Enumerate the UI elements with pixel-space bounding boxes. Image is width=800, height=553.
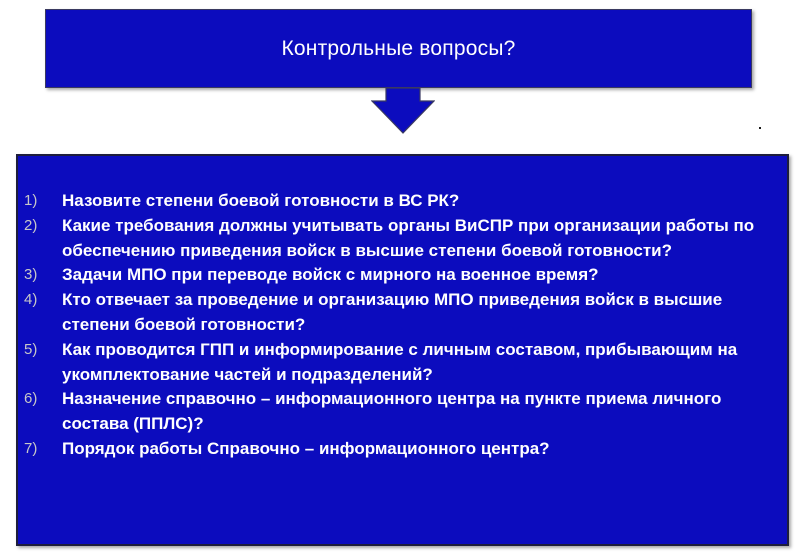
list-item [24, 214, 780, 264]
list-item [24, 263, 780, 288]
question-number: 7) [24, 439, 38, 457]
slide-title: Контрольные вопросы? [281, 36, 516, 60]
list-item [24, 437, 780, 462]
question-text: Назначение справочно – информационного центра на пункте приема личного состава (ППЛС)? [62, 389, 722, 434]
question-number: 6) [24, 390, 38, 408]
question-text: Назовите степени боевой готовности в ВС РК? [62, 191, 460, 210]
question-text: Как проводится ГПП и информирование с личным составом, прибывающим на укомплектование частей и подразделений? [62, 339, 738, 384]
question-text: Какие требования должны учитывать органы ВиСПР при организации работы по обеспечению приведения войск в высшие степени боевой готовности? [62, 215, 755, 260]
list-item [24, 338, 780, 388]
stray-dot [759, 127, 761, 129]
question-number: 5) [24, 340, 38, 358]
list-item [24, 189, 780, 214]
question-text: Порядок работы Справочно – информационного центра? [62, 438, 550, 458]
title-box [45, 9, 752, 88]
list-item [24, 387, 780, 437]
question-text: Кто отвечает за проведение и организацию МПО приведения войск в высшие степени боевой готовности? [62, 290, 723, 334]
questions-list [24, 189, 780, 462]
list-item [24, 288, 780, 338]
question-number: 4) [24, 291, 38, 309]
question-number: 2) [24, 216, 38, 234]
question-number: 3) [24, 266, 38, 284]
down-arrow-icon [371, 88, 435, 134]
questions-box [16, 154, 789, 546]
question-text: Задачи МПО при переводе войск с мирного на военное время? [62, 265, 599, 285]
question-number: 1) [24, 192, 38, 209]
